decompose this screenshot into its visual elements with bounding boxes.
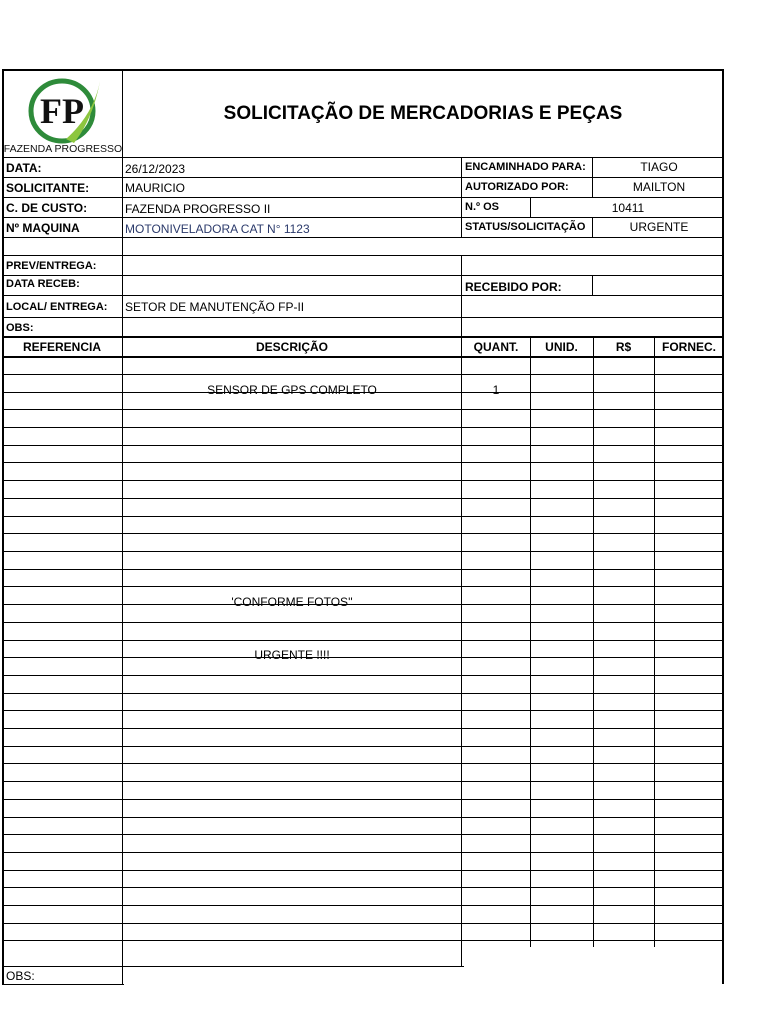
grid-line (2, 69, 4, 984)
encaminhado-value[interactable]: TIAGO (640, 160, 678, 174)
local-entrega-value[interactable]: SETOR DE MANUTENÇÃO FP-II (125, 300, 305, 314)
grid-line (2, 887, 724, 888)
item-description[interactable]: URGENTE !!!! (254, 648, 330, 662)
grid-line (2, 516, 724, 517)
col-header-fornec: FORNEC. (662, 340, 716, 354)
grid-line (722, 69, 724, 984)
grid-line (2, 374, 724, 375)
grid-line (2, 966, 464, 967)
os-label: N.º OS (465, 201, 499, 213)
grid-line (2, 657, 724, 658)
grid-line (2, 275, 724, 276)
grid-line (2, 604, 724, 605)
col-header-quant: QUANT. (473, 340, 519, 354)
grid-line (2, 480, 724, 481)
grid-line (2, 217, 724, 218)
footer-obs-label: OBS: (6, 969, 35, 983)
grid-line (2, 498, 724, 499)
grid-line (592, 157, 593, 197)
recebido-por-label: RECEBIDO POR: (465, 280, 562, 294)
prev-entrega-label: PREV/ENTREGA: (6, 260, 97, 272)
grid-line (461, 336, 462, 947)
grid-line (2, 852, 724, 853)
item-description[interactable]: 'CONFORME FOTOS'' (231, 595, 353, 609)
grid-line (461, 947, 462, 966)
os-value[interactable]: 10411 (611, 201, 645, 215)
grid-line (2, 356, 724, 358)
autorizado-label: AUTORIZADO POR: (465, 181, 569, 193)
grid-line (2, 728, 724, 729)
grid-line (2, 197, 724, 198)
grid-line (530, 197, 531, 217)
page-title: SOLICITAÇÃO DE MERCADORIAS E PEÇAS (223, 103, 623, 124)
maquina-label: Nº MAQUINA (6, 221, 80, 235)
item-description[interactable]: SENSOR DE GPS COMPLETO (207, 383, 377, 397)
grid-line (2, 640, 724, 641)
data-receb-label: DATA RECEB: (6, 278, 80, 290)
grid-line (2, 551, 724, 552)
status-label: STATUS/SOLICITAÇÃO (465, 221, 586, 233)
fp-logo-icon (4, 73, 122, 155)
grid-line (530, 336, 531, 947)
grid-line (2, 69, 724, 71)
grid-line (2, 923, 724, 924)
logo-caption: FAZENDA PROGRESSO (4, 143, 122, 155)
grid-line (2, 586, 724, 587)
grid-line (461, 157, 462, 237)
col-header-referencia: REFERENCIA (22, 340, 101, 354)
grid-line (461, 255, 462, 336)
custo-label: C. DE CUSTO: (6, 201, 88, 215)
logo (4, 73, 122, 155)
grid-line (2, 940, 724, 941)
grid-line (2, 237, 724, 238)
grid-line (593, 336, 594, 947)
custo-value[interactable]: FAZENDA PROGRESSO II (125, 202, 271, 216)
requisition-form (2, 69, 724, 984)
logo-monogram: FP (40, 91, 84, 131)
grid-line (2, 569, 724, 570)
grid-line (2, 817, 724, 818)
status-value[interactable]: URGENTE (629, 220, 689, 234)
grid-line (2, 533, 724, 534)
col-header-unid: UNID. (545, 340, 578, 354)
col-header-descricao: DESCRIÇÃO (255, 340, 328, 354)
grid-line (2, 870, 724, 871)
grid-line (2, 295, 724, 296)
grid-line (2, 834, 724, 835)
grid-line (2, 675, 724, 676)
data-label: DATA: (6, 161, 42, 175)
grid-line (2, 157, 724, 158)
grid-line (2, 255, 724, 256)
grid-line (2, 710, 724, 711)
grid-line (2, 409, 724, 410)
item-quantity[interactable]: 1 (492, 383, 500, 397)
grid-line (2, 317, 724, 318)
grid-line (122, 69, 123, 984)
grid-line (2, 336, 724, 338)
grid-line (2, 693, 724, 694)
grid-line (2, 746, 724, 747)
grid-line (2, 799, 724, 800)
grid-line (2, 177, 724, 178)
grid-line (2, 781, 724, 782)
grid-line (2, 462, 724, 463)
maquina-value[interactable]: MOTONIVELADORA CAT N° 1123 (125, 222, 310, 236)
autorizado-value[interactable]: MAILTON (632, 180, 686, 194)
grid-line (592, 275, 593, 295)
grid-line (2, 392, 724, 393)
solicitante-label: SOLICITANTE: (6, 181, 90, 195)
grid-line (2, 984, 124, 985)
solicitante-value[interactable]: MAURICIO (125, 181, 185, 195)
grid-line (2, 427, 724, 428)
grid-line (654, 336, 655, 947)
encaminhado-label: ENCAMINHADO PARA: (465, 161, 586, 173)
grid-line (592, 217, 593, 237)
col-header-rs: R$ (615, 340, 632, 354)
grid-line (2, 763, 724, 764)
obs-label: OBS: (6, 322, 34, 334)
grid-line (2, 905, 724, 906)
grid-line (2, 622, 724, 623)
grid-line (2, 445, 724, 446)
local-entrega-label: LOCAL/ ENTREGA: (6, 301, 108, 313)
data-value[interactable]: 26/12/2023 (125, 162, 186, 176)
